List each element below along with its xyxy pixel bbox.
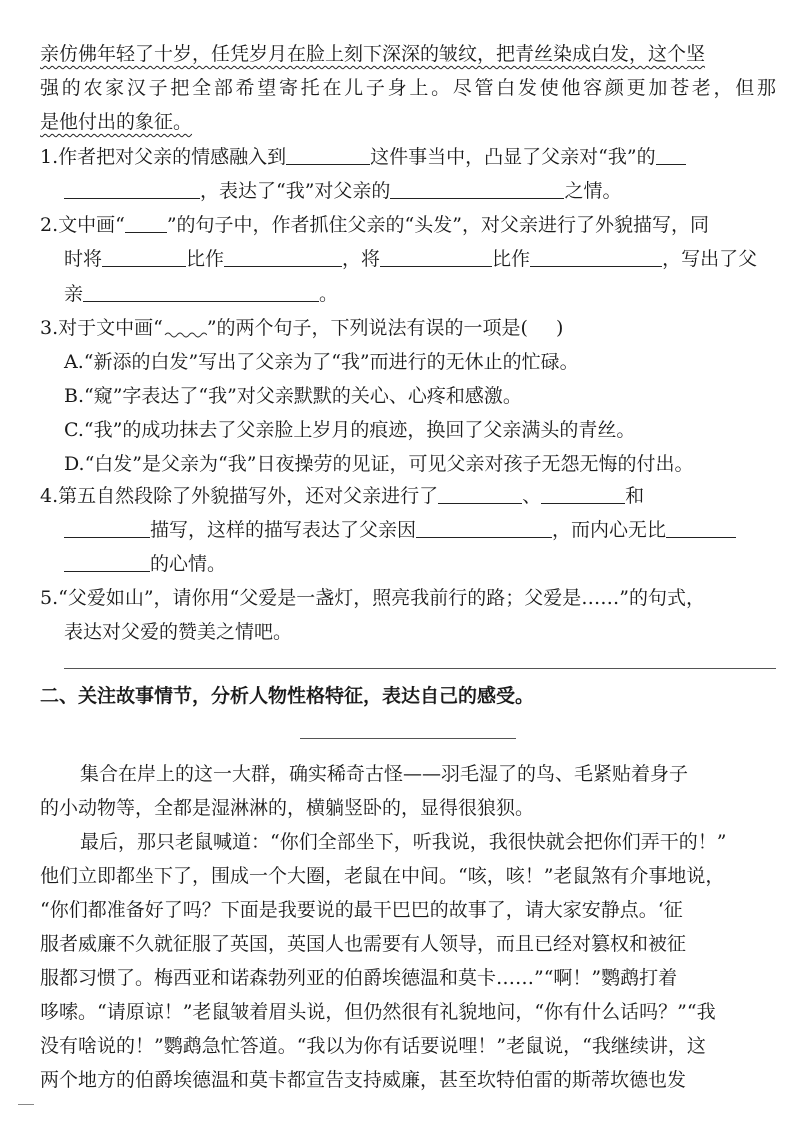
passage2-line6: 服者威廉不久就征服了英国，英国人也需要有人领导，而且已经对篡权和被征 bbox=[40, 933, 687, 955]
q4-blank-3[interactable] bbox=[64, 517, 150, 538]
q2-text-3: 时将 bbox=[64, 248, 103, 270]
q3-option-a[interactable]: A.“新添的白发”写出了父亲为了“我”而进行的无休止的忙碌。 bbox=[64, 351, 579, 373]
q3-text-1: 3.对于文中画“ bbox=[40, 317, 163, 339]
q3-wavy-mark bbox=[163, 318, 207, 338]
page-edge-mark bbox=[18, 1104, 34, 1105]
question-2-line3 bbox=[64, 280, 794, 308]
question-5-line1: 5.“父爱如山”，请你用“父爱是一盏灯，照亮我前行的路；父爱是……”的句式， bbox=[40, 587, 705, 609]
q1-blank-2[interactable] bbox=[656, 144, 686, 165]
q3-text-2: ”的两个句子，下列说法有误的一项是( bbox=[206, 317, 528, 339]
q1-text-3: ，表达了“我”对父亲的 bbox=[200, 180, 391, 202]
question-1-line2 bbox=[64, 177, 794, 205]
q3-option-c[interactable]: C.“我”的成功抹去了父亲脸上岁月的痕迹，换回了父亲满头的青丝。 bbox=[64, 419, 636, 441]
question-2-line2 bbox=[64, 245, 794, 273]
q4-blank-6[interactable] bbox=[64, 551, 150, 572]
q5-answer-line[interactable] bbox=[64, 668, 776, 669]
passage1-line1 bbox=[40, 40, 776, 68]
passage2-line3: 最后，那只老鼠喊道：“你们全部坐下，听我说，我很快就会把你们弄干的！” bbox=[80, 831, 727, 853]
q2-text-2: ”的句子中，作者抓住父亲的“头发”，对父亲进行了外貌描写，同 bbox=[166, 214, 709, 236]
q2-text-9: 。 bbox=[319, 283, 339, 305]
question-3-stem bbox=[40, 314, 794, 342]
question-4-line3 bbox=[64, 550, 794, 578]
title-answer-line[interactable] bbox=[300, 738, 516, 739]
q3-text-3: ) bbox=[555, 317, 564, 339]
q4-text-5: ，而内心无比 bbox=[552, 519, 667, 541]
passage2-line10: 两个地方的伯爵埃德温和莫卡都宣告支持威廉，甚至坎特伯雷的斯蒂坎德也发 bbox=[40, 1069, 687, 1091]
q4-text-4: 描写，这样的描写表达了父亲因 bbox=[150, 519, 417, 541]
passage2-line2: 的小动物等，全都是湿淋淋的，横躺竖卧的，显得很狼狈。 bbox=[40, 797, 535, 819]
passage1-line2: 强的农家汉子把全部希望寄托在儿子身上。尽管白发使他容颜更加苍老，但那 bbox=[40, 77, 776, 99]
q1-blank-1[interactable] bbox=[286, 144, 370, 165]
passage2-line7: 服都习惯了。梅西亚和诺森勃列亚的伯爵埃德温和莫卡……”“啊！”鹦鹉打着 bbox=[40, 967, 678, 989]
q2-text-8: 亲 bbox=[64, 283, 84, 305]
q1-blank-3[interactable] bbox=[64, 178, 200, 199]
q2-text-6: 比作 bbox=[492, 248, 531, 270]
q2-text-5: ，将 bbox=[342, 248, 381, 270]
q2-text-4: 比作 bbox=[186, 248, 225, 270]
q3-option-d[interactable]: D.“白发”是父亲为“我”日夜操劳的见证，可见父亲对孩子无怨无悔的付出。 bbox=[64, 453, 694, 475]
q4-text-6: 的心情。 bbox=[150, 553, 227, 575]
q1-blank-4[interactable] bbox=[390, 178, 564, 199]
q4-blank-2[interactable] bbox=[541, 483, 625, 504]
question-2-line1 bbox=[40, 211, 794, 239]
q2-blank-5[interactable] bbox=[83, 281, 319, 302]
q2-blank-3[interactable] bbox=[380, 246, 492, 267]
passage2-line1: 集合在岸上的这一大群，确实稀奇古怪——羽毛湿了的鸟、毛紧贴着身子 bbox=[80, 763, 689, 785]
q1-text-2: 这件事当中，凸显了父亲对“我”的 bbox=[370, 146, 656, 168]
q2-blank-4[interactable] bbox=[530, 246, 662, 267]
question-4-line1 bbox=[40, 482, 794, 510]
q2-text-1: 2.文中画“ bbox=[40, 214, 125, 236]
wavy-underlined-sentence-end: 是他付出的象征。 bbox=[40, 111, 193, 133]
q4-blank-5[interactable] bbox=[666, 517, 736, 538]
q2-blank-2[interactable] bbox=[224, 246, 342, 267]
question-4-line2 bbox=[64, 516, 794, 544]
q2-line-mark bbox=[125, 212, 167, 233]
q4-blank-1[interactable] bbox=[438, 483, 522, 504]
question-5-line2: 表达对父爱的赞美之情吧。 bbox=[64, 621, 293, 643]
section-2-heading: 二、关注故事情节，分析人物性格特征，表达自己的感受。 bbox=[40, 685, 535, 707]
passage1-line3 bbox=[40, 108, 794, 136]
q4-text-2: 、 bbox=[522, 485, 542, 507]
q1-text-4: 之情。 bbox=[564, 180, 622, 202]
q1-text-1: 1.作者把对父亲的情感融入到 bbox=[40, 146, 287, 168]
q4-blank-4[interactable] bbox=[416, 517, 552, 538]
q3-option-b[interactable]: B.“窥”字表达了“我”对父亲默默的关心、心疼和感激。 bbox=[64, 385, 522, 407]
q2-text-7: ，写出了父 bbox=[662, 248, 758, 270]
q4-text-3: 和 bbox=[625, 485, 645, 507]
passage2-line4: 他们立即都坐下了，围成一个大圈，老鼠在中间。“咳，咳！”老鼠煞有介事地说， bbox=[40, 865, 725, 887]
passage2-line5: “你们都准备好了吗？下面是我要说的最干巴巴的故事了，请大家安静点。‘征 bbox=[40, 899, 683, 921]
passage2-line9: 没有啥说的！”鹦鹉急忙答道。“我以为你有话要说哩！”老鼠说，“我继续讲，这 bbox=[40, 1035, 706, 1057]
wavy-underlined-sentence: 亲仿佛年轻了十岁，任凭岁月在脸上刻下深深的皱纹，把青丝染成白发，这个坚 bbox=[40, 43, 706, 65]
q2-blank-1[interactable] bbox=[102, 246, 186, 267]
q4-text-1: 4.第五自然段除了外貌描写外，还对父亲进行了 bbox=[40, 485, 439, 507]
passage2-line8: 哆嗦。“请原谅！”老鼠皱着眉头说，但仍然很有礼貌地问，“你有什么话吗？”“我 bbox=[40, 1001, 716, 1023]
question-1-line1 bbox=[40, 143, 794, 171]
